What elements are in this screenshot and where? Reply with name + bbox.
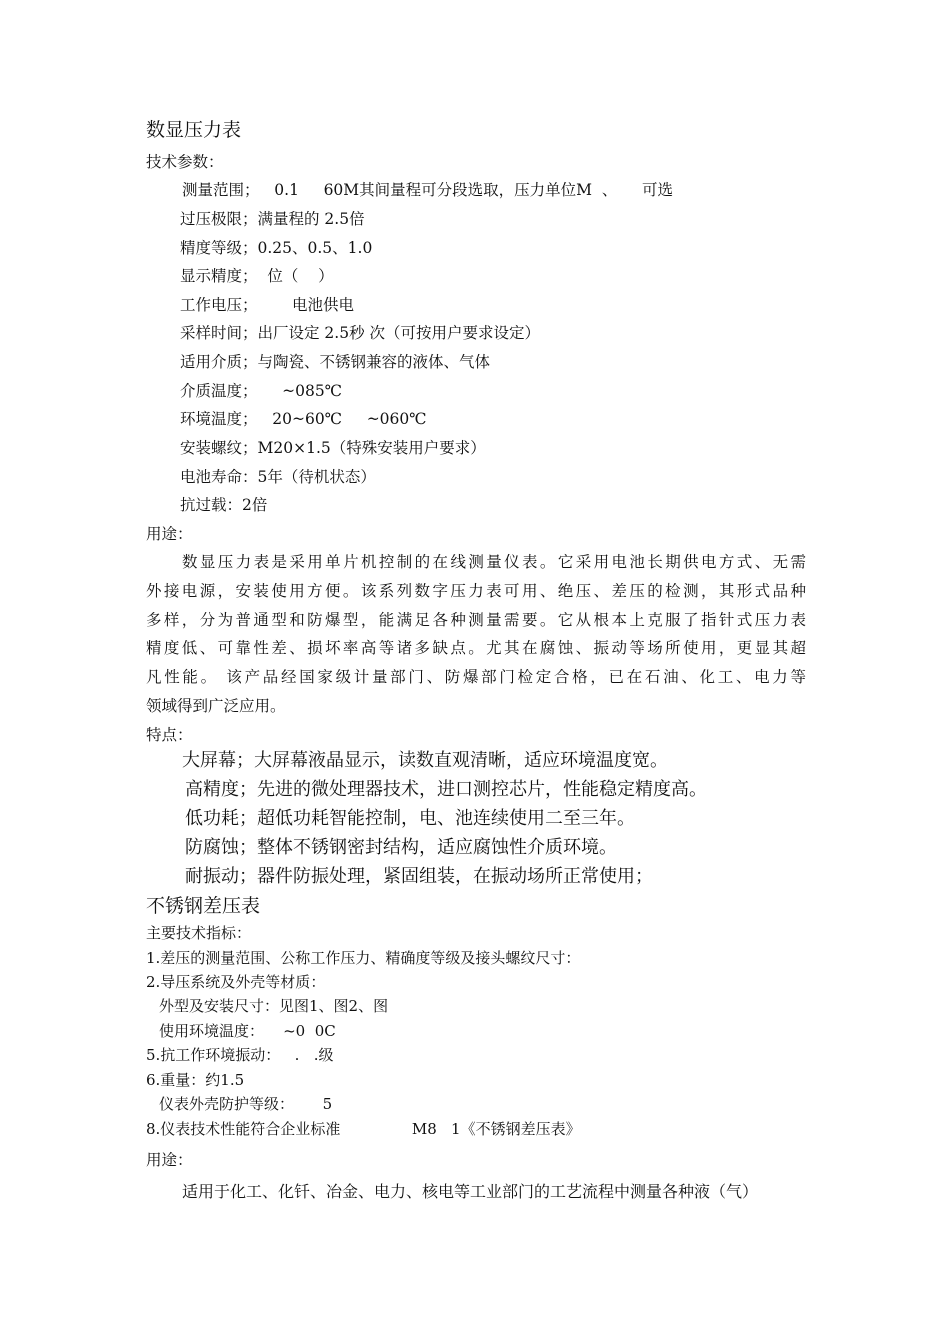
param-line: 安装螺纹；M20×1.5（特殊安装用户要求）: [180, 439, 486, 457]
spec-line: 2.导压系统及外壳等材质：: [146, 973, 326, 991]
usage-paragraph-line: 适用于化工、化钎、冶金、电力、核电等工业部门的工艺流程中测量各种液（气）: [182, 1182, 759, 1201]
usage-paragraph-line: 数显压力表是采用单片机控制的在线测量仪表。它采用电池长期供电方式、无需: [182, 553, 806, 571]
param-line: 精度等级；0.25、0.5、1.0: [180, 239, 373, 257]
param-line: 抗过载：2倍: [180, 496, 268, 514]
feature-item: 大屏幕；大屏幕液晶显示，读数直观清晰，适应环境温度宽。: [182, 750, 668, 771]
feature-item: 耐振动；器件防振处理，紧固组装，在振动场所正常使用；: [185, 866, 653, 887]
section-title-stainless-diff-pressure-gauge: 不锈钢差压表: [146, 895, 261, 917]
feature-item: 防腐蚀；整体不锈钢密封结构，适应腐蚀性介质环境。: [185, 837, 617, 858]
usage-paragraph-line: 多样，分为普通型和防爆型，能满足各种测量需要。它从根本上克服了指针式压力表: [146, 611, 806, 629]
feature-item: 低功耗；超低功耗智能控制，电、池连续使用二至三年。: [185, 808, 635, 829]
param-line: 工作电压； 电池供电: [180, 296, 354, 314]
section-title-digital-pressure-gauge: 数显压力表: [146, 119, 242, 141]
usage-heading: 用途：: [146, 525, 193, 543]
param-line: 适用介质；与陶瓷、不锈钢兼容的液体、气体: [180, 353, 491, 371]
spec-line: 5.抗工作环境振动： . .级: [146, 1046, 334, 1064]
spec-heading: 主要技术指标：: [146, 924, 252, 942]
spec-line: 6.重量：约1.5: [146, 1071, 245, 1089]
param-line: 电池寿命：5年（待机状态）: [180, 468, 376, 486]
param-line: 过压极限；满量程的 2.5倍: [180, 210, 365, 228]
param-line: 显示精度； 位（ ）: [180, 267, 334, 285]
param-line: 采样时间；出厂设定 2.5秒 次（可按用户要求设定）: [180, 324, 541, 342]
usage-paragraph-line: 精度低、可靠性差、损坏率高等诸多缺点。尤其在腐蚀、振动等场所使用，更显其超: [146, 639, 806, 657]
param-line: 介质温度； ~085℃: [180, 382, 343, 400]
spec-line: 外型及安装尺寸：见图1、图2、图: [159, 997, 389, 1015]
spec-line: 仪表外壳防护等级： 5: [159, 1095, 333, 1113]
spec-line: 8.仪表技术性能符合企业标准 M8 1《不锈钢差压表》: [146, 1120, 581, 1138]
spec-line: 使用环境温度： ~0 0C: [159, 1022, 336, 1040]
feature-item: 高精度；先进的微处理器技术，进口测控芯片，性能稳定精度高。: [185, 779, 707, 800]
params-heading: 技术参数：: [146, 153, 224, 171]
usage-paragraph-line: 领域得到广泛应用。: [146, 697, 286, 715]
usage-heading-2: 用途：: [146, 1151, 193, 1169]
param-line: 环境温度； 20~60℃ ~060℃: [180, 410, 427, 428]
spec-line: 1.差压的测量范围、公称工作压力、精确度等级及接头螺纹尺寸：: [146, 949, 581, 967]
usage-paragraph-line: 凡性能。 该产品经国家级计量部门、防爆部门检定合格，已在石油、化工、电力等: [146, 668, 806, 686]
param-line: 测量范围； 0.1 60M其间量程可分段选取，压力单位M 、 可选: [182, 181, 674, 199]
features-heading: 特点：: [146, 726, 193, 744]
usage-paragraph-line: 外接电源，安装使用方便。该系列数字压力表可用、绝压、差压的检测，其形式品种: [146, 582, 806, 600]
